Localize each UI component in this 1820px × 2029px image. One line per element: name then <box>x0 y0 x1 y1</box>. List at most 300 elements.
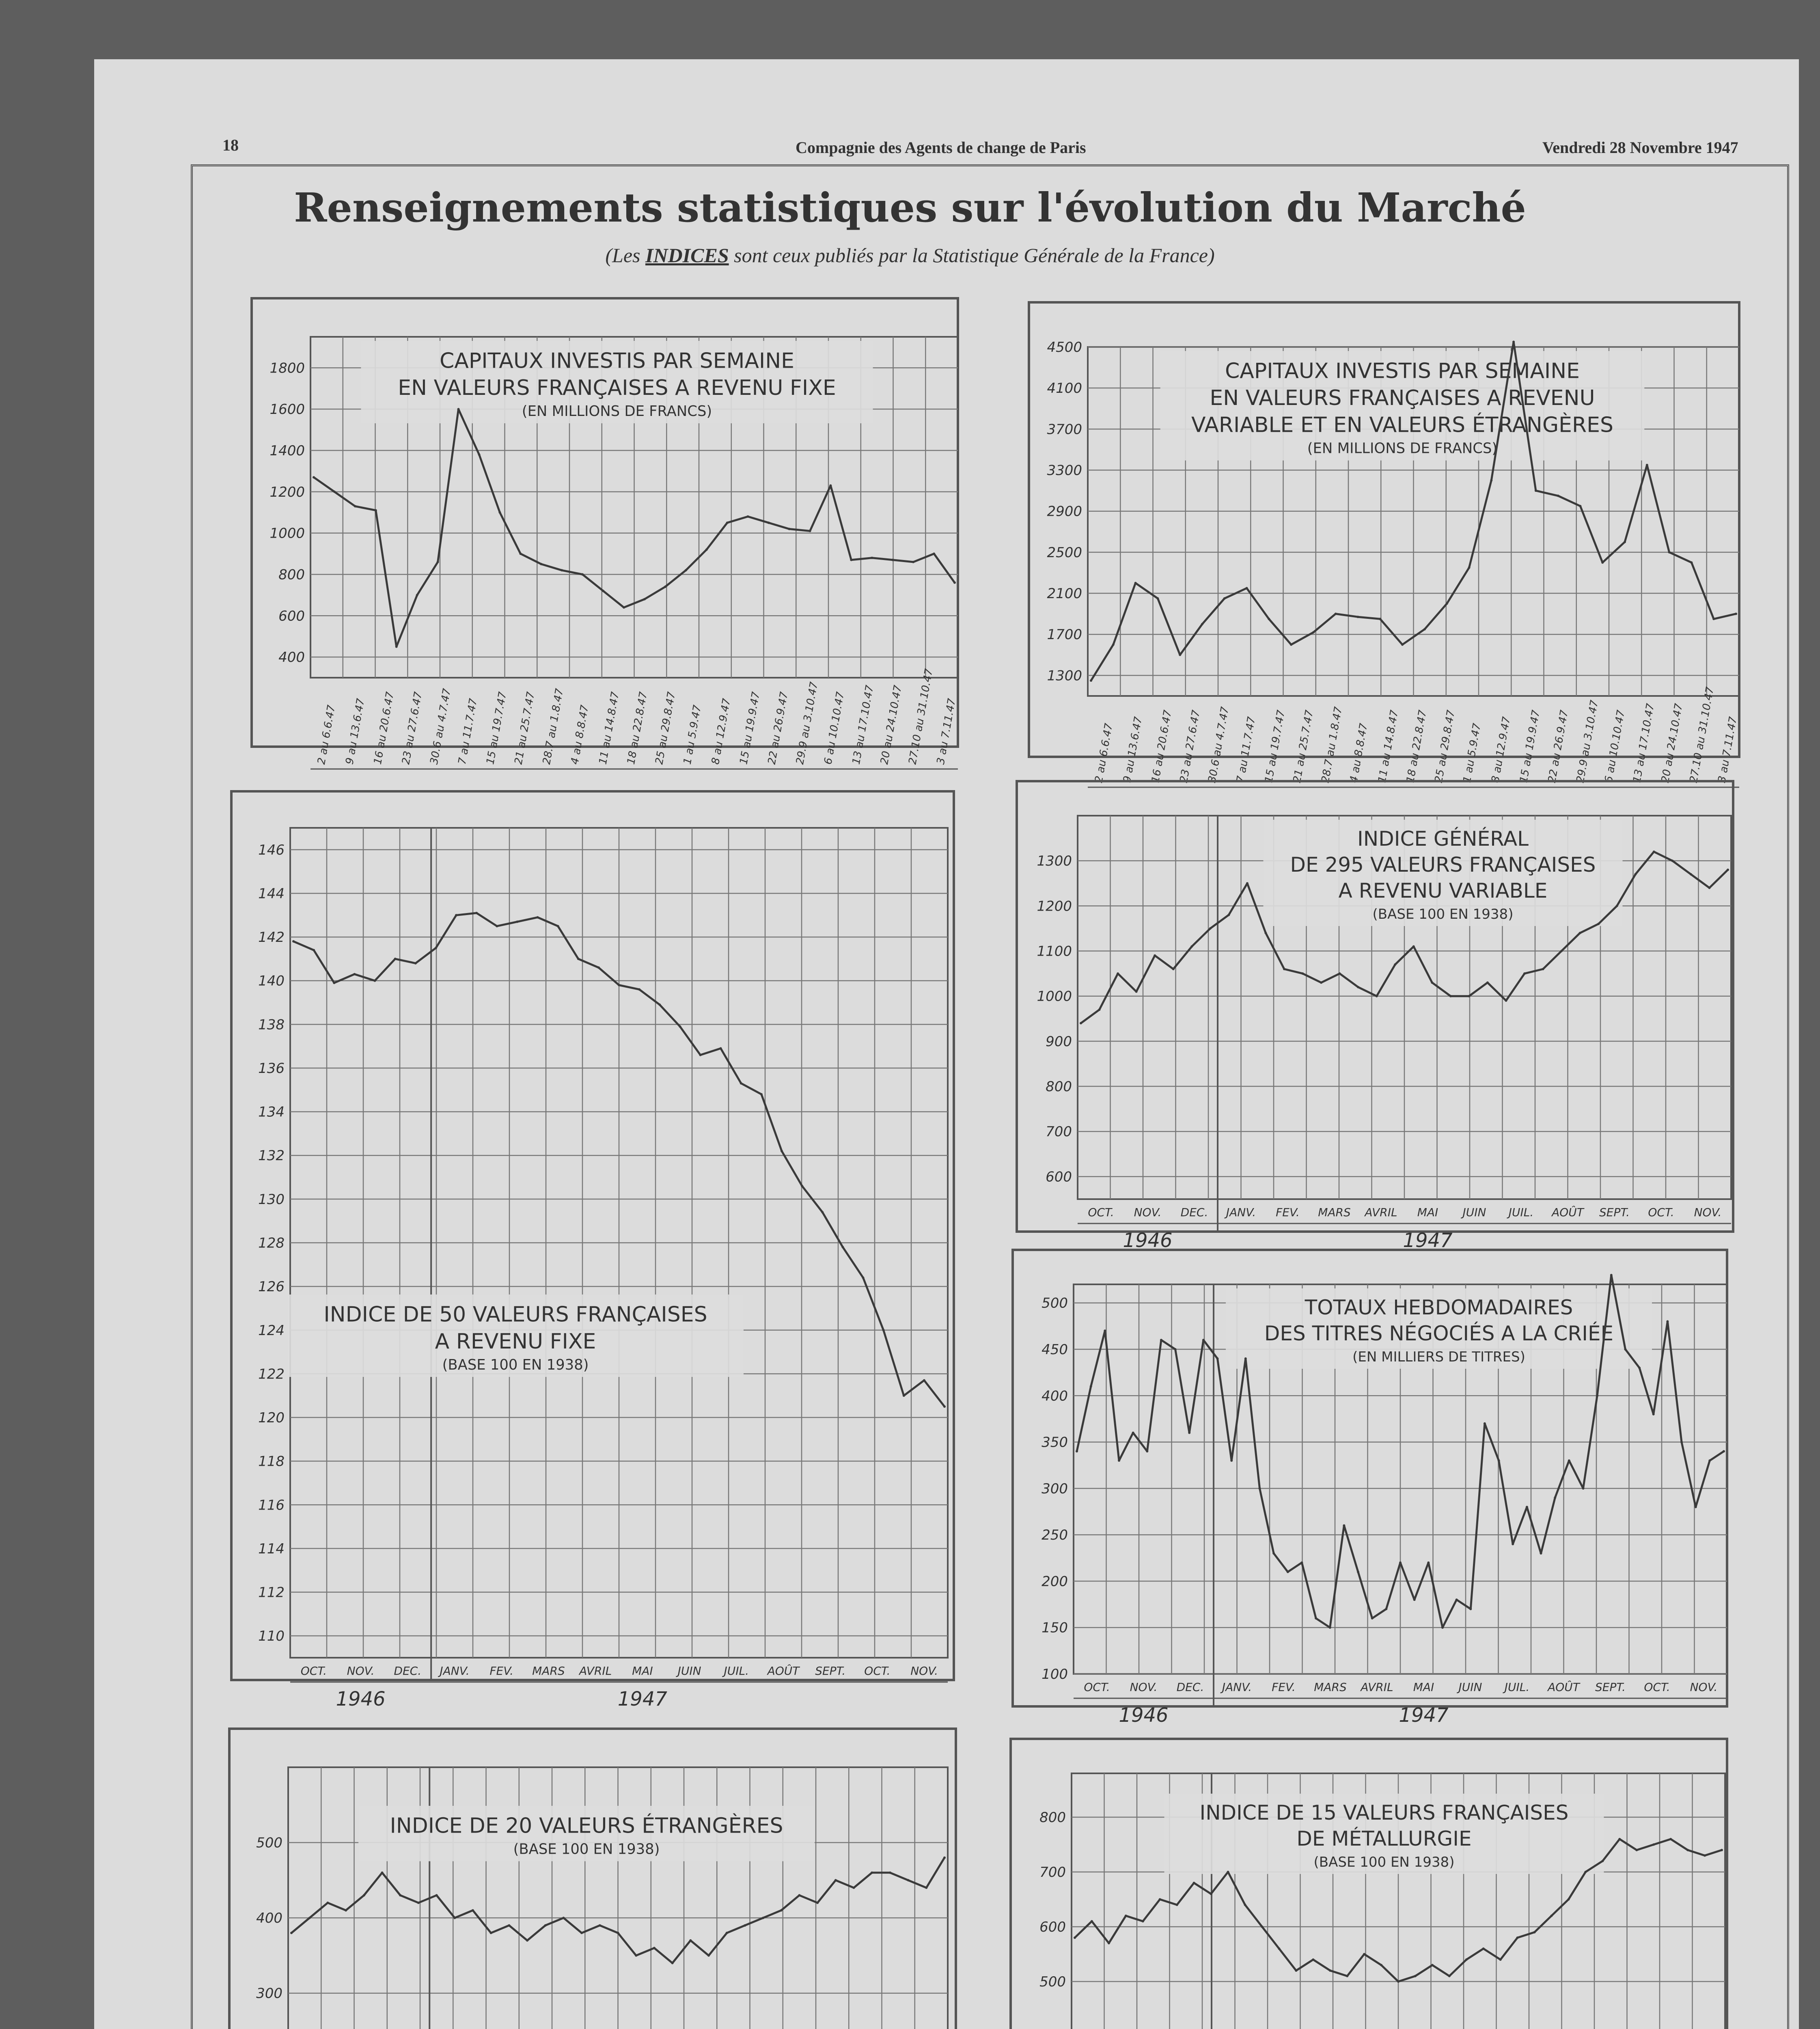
y-tick-label: 100 <box>1042 1666 1068 1682</box>
data-point <box>1346 1975 1348 1977</box>
chart-title-line: VARIABLE ET EN VALEURS ÉTRANGÈRES <box>1191 413 1613 437</box>
data-point <box>744 1924 746 1927</box>
chart-title-line: CAPITAUX INVESTIS PAR SEMAINE <box>1225 359 1580 383</box>
data-point <box>1671 859 1673 862</box>
y-tick-label: 1000 <box>270 525 305 542</box>
data-point <box>544 1924 547 1927</box>
data-point <box>720 1047 722 1050</box>
data-point <box>1533 1931 1536 1934</box>
y-tick-label: 500 <box>256 1835 282 1851</box>
data-point <box>1227 914 1230 916</box>
data-point <box>1582 1487 1585 1490</box>
data-point <box>437 561 439 563</box>
chart-title-line: EN VALEURS FRANÇAISES A REVENU <box>1210 386 1595 411</box>
data-point <box>1680 1441 1683 1443</box>
x-tick-label: 15 au 19.7.47 <box>484 691 509 766</box>
chart-border <box>231 791 954 1680</box>
y-tick-label: 400 <box>256 1910 282 1927</box>
data-point <box>1244 1904 1246 1906</box>
x-tick-label: OCT. <box>1648 1206 1674 1219</box>
data-point <box>1371 1617 1374 1620</box>
data-point <box>457 408 460 410</box>
x-tick-label: JANV. <box>440 1664 470 1678</box>
x-tick-label: 22 au 26.9.47 <box>1546 709 1571 784</box>
data-point <box>602 590 604 592</box>
y-tick-label: 800 <box>1046 1079 1072 1095</box>
data-point <box>1704 1855 1706 1857</box>
data-point <box>326 1902 329 1904</box>
data-point <box>760 1093 763 1096</box>
data-point <box>1652 1413 1655 1415</box>
y-tick-label: 500 <box>1042 1295 1068 1312</box>
x-tick-label: 2 au 6.6.47 <box>1093 722 1115 784</box>
y-tick-label: 1700 <box>1047 627 1082 643</box>
x-tick-label: 16 au 20.6.47 <box>371 691 397 766</box>
chart-title-line: INDICE DE 50 VALEURS FRANÇAISES <box>323 1302 707 1327</box>
year-label: 1947 <box>1403 1229 1453 1252</box>
publication-date: Vendredi 28 Novembre 1947 <box>1542 138 1738 157</box>
x-tick-label: MARS <box>1314 1680 1347 1694</box>
data-point <box>617 1932 619 1934</box>
x-tick-label: 15 au 19.9.47 <box>737 691 763 766</box>
data-point <box>1176 1904 1178 1906</box>
y-tick-label: 2500 <box>1047 544 1082 561</box>
x-tick-label: 27.10 au 31.10.47 <box>906 668 936 766</box>
x-tick-label: JUIL. <box>1508 1206 1534 1219</box>
x-tick-label: AVRIL <box>1361 1680 1393 1694</box>
data-point <box>1108 1942 1110 1945</box>
y-tick-label: 124 <box>258 1322 285 1339</box>
x-tick-label: FEV. <box>1276 1206 1300 1219</box>
publication-name: Compagnie des Agents de change de Paris <box>796 138 1086 157</box>
data-point <box>1579 932 1581 934</box>
data-point <box>1154 954 1156 957</box>
x-tick-label: SEPT. <box>815 1664 846 1678</box>
data-point <box>562 1917 565 1919</box>
data-point <box>943 1405 946 1408</box>
x-tick-label: AOÛT <box>1548 1680 1580 1694</box>
data-point <box>1601 1860 1604 1862</box>
data-point <box>1172 968 1175 970</box>
data-point <box>1156 597 1159 600</box>
data-point <box>381 1872 384 1874</box>
data-point <box>417 1902 420 1904</box>
chart-indice-20-etrangeres <box>229 1729 956 2029</box>
data-point <box>557 925 559 927</box>
x-tick-label: 29.9 au 3.10.47 <box>1574 699 1601 784</box>
data-point <box>1401 644 1404 646</box>
y-tick-label: 800 <box>278 566 305 583</box>
data-point <box>638 988 640 991</box>
data-point <box>821 1211 824 1213</box>
data-point <box>1624 1348 1626 1351</box>
chart-title-line: DE 295 VALEURS FRANÇAISES <box>1290 853 1596 877</box>
x-tick-label: 1 au 5.9.47 <box>1461 722 1484 784</box>
data-point <box>1690 561 1693 564</box>
x-tick-label: 13 au 17.10.47 <box>1631 702 1657 784</box>
y-tick-label: 1200 <box>1037 898 1072 915</box>
data-point <box>540 563 542 565</box>
data-point <box>498 511 501 514</box>
x-tick-label: NOV. <box>347 1664 375 1678</box>
data-point <box>1223 597 1226 600</box>
data-point <box>1646 464 1648 466</box>
x-tick-label: OCT. <box>1084 1680 1110 1694</box>
y-tick-label: 4500 <box>1047 339 1082 355</box>
y-tick-label: 3300 <box>1047 462 1082 479</box>
x-tick-label: 3 au 7.11.47 <box>1716 715 1740 784</box>
x-tick-label: 15 au 19.9.47 <box>1517 709 1543 784</box>
x-tick-label: JUIN <box>1462 1206 1486 1219</box>
data-point <box>1542 968 1544 970</box>
y-tick-label: 132 <box>258 1148 285 1164</box>
data-point <box>537 916 539 919</box>
data-point <box>561 569 563 571</box>
y-tick-label: 1300 <box>1047 668 1082 684</box>
year-label: 1947 <box>1399 1704 1449 1727</box>
x-tick-label: FEV. <box>1272 1680 1296 1694</box>
x-tick-label: MAI <box>632 1664 653 1678</box>
data-point <box>1668 551 1671 554</box>
x-tick-label: OCT. <box>300 1664 327 1678</box>
chart-title-line: INDICE DE 20 VALEURS ÉTRANGÈRES <box>390 1814 783 1838</box>
data-point <box>1112 644 1115 646</box>
y-tick-label: 134 <box>258 1104 285 1120</box>
data-point <box>1465 1958 1468 1961</box>
data-point <box>1264 932 1267 934</box>
x-tick-label: NOV. <box>1130 1680 1158 1694</box>
y-tick-label: 1300 <box>1037 853 1072 870</box>
year-label: 1946 <box>1123 1229 1173 1252</box>
data-point <box>853 1887 855 1889</box>
data-point <box>1376 995 1378 997</box>
x-tick-label: 29.9 au 3.10.47 <box>794 681 821 766</box>
x-tick-label: AOÛT <box>767 1664 800 1678</box>
x-tick-label: 18 au 22.8.47 <box>1404 709 1429 784</box>
data-point <box>850 559 852 561</box>
data-point <box>1188 1432 1190 1434</box>
data-point <box>862 1277 865 1279</box>
data-point <box>768 521 770 524</box>
data-point <box>1490 479 1492 482</box>
data-point <box>1448 1975 1451 1977</box>
data-point <box>1397 1980 1400 1983</box>
data-point <box>798 1894 800 1897</box>
x-tick-label: 21 au 25.7.47 <box>512 691 537 766</box>
data-point <box>780 1909 783 1912</box>
year-label: 1946 <box>336 1688 386 1710</box>
x-tick-label: 11 au 14.8.47 <box>597 691 622 766</box>
data-point <box>1190 945 1193 948</box>
chart-border <box>1011 1739 1727 2029</box>
data-point <box>707 1954 710 1957</box>
data-point <box>1074 1936 1076 1939</box>
data-point <box>416 594 418 596</box>
data-point <box>1498 1459 1500 1462</box>
y-tick-label: 146 <box>258 842 285 858</box>
chart-indice-50-revenu-fixe <box>231 791 954 1710</box>
data-point <box>1179 654 1181 656</box>
data-point <box>1708 887 1711 889</box>
data-point <box>1554 1497 1556 1499</box>
data-point <box>829 485 832 487</box>
data-point <box>671 1962 674 1964</box>
chart-subtitle: (BASE 100 EN 1938) <box>1372 906 1514 922</box>
data-point <box>1512 1543 1514 1545</box>
y-tick-label: 1200 <box>270 484 305 500</box>
chart-title-line: EN VALEURS FRANÇAISES A REVENU FIXE <box>398 376 836 401</box>
chart-title-line: A REVENU FIXE <box>435 1329 596 1354</box>
y-tick-label: 1400 <box>270 443 305 459</box>
chart-subtitle: (BASE 100 EN 1938) <box>442 1357 589 1374</box>
x-tick-label: 4 au 8.8.47 <box>569 704 591 766</box>
data-point <box>1300 1562 1303 1564</box>
y-tick-label: 600 <box>278 608 305 625</box>
x-tick-label: OCT. <box>864 1664 891 1678</box>
x-tick-label: JUIN <box>677 1664 701 1678</box>
data-point <box>1523 972 1526 975</box>
data-point <box>1268 618 1270 620</box>
y-tick-label: 136 <box>258 1060 285 1077</box>
data-point <box>1505 999 1507 1002</box>
chart-indice-15-metallurgie <box>1011 1739 1727 2029</box>
data-point <box>1290 644 1292 646</box>
data-point <box>1427 1562 1430 1564</box>
data-point <box>1329 1626 1331 1629</box>
data-point <box>1526 1506 1528 1508</box>
data-point <box>699 1054 702 1056</box>
data-point <box>1412 945 1415 948</box>
data-point <box>1357 616 1359 618</box>
data-point <box>414 962 417 965</box>
x-tick-label: 30.6 au 4.7.47 <box>1206 706 1231 784</box>
data-point <box>1315 1617 1317 1620</box>
data-point <box>1076 1450 1078 1452</box>
y-tick-label: 200 <box>1042 1573 1068 1590</box>
data-point <box>475 912 478 914</box>
data-point <box>374 980 376 982</box>
chart-title-line: CAPITAUX INVESTIS PAR SEMAINE <box>439 349 795 373</box>
data-point <box>508 1924 510 1927</box>
y-tick-label: 120 <box>258 1410 285 1426</box>
x-tick-label: JANV. <box>1226 1206 1256 1219</box>
data-point <box>953 582 956 584</box>
data-point <box>685 569 687 571</box>
y-tick-label: 144 <box>258 885 285 902</box>
data-point <box>1610 1274 1613 1276</box>
data-point <box>1117 972 1119 975</box>
data-point <box>1616 905 1618 907</box>
data-point <box>643 598 646 601</box>
year-label: 1947 <box>617 1688 667 1710</box>
subtitle-emphasis: INDICES <box>645 244 729 267</box>
data-point <box>1618 1838 1621 1840</box>
data-point <box>1287 1571 1289 1573</box>
data-point <box>292 940 295 943</box>
data-point <box>1244 1357 1247 1360</box>
x-tick-label: MAI <box>1417 1206 1438 1219</box>
x-tick-label: 21 au 25.7.47 <box>1291 709 1316 784</box>
x-tick-label: AOÛT <box>1552 1206 1584 1219</box>
data-point <box>313 949 315 951</box>
data-point <box>353 973 356 976</box>
data-point <box>1379 618 1381 620</box>
data-point <box>1160 1339 1162 1341</box>
x-tick-label: 30.6 au 4.7.47 <box>428 687 453 766</box>
chart-indice-general-295 <box>1017 781 1733 1252</box>
y-tick-label: 122 <box>258 1366 285 1383</box>
data-point <box>889 1872 891 1874</box>
data-point <box>835 1879 837 1881</box>
data-point <box>1357 1571 1359 1573</box>
chart-subtitle: (EN MILLIERS DE TITRES) <box>1352 1349 1525 1365</box>
data-point <box>453 1917 456 1919</box>
data-point <box>1446 602 1448 605</box>
data-point <box>1302 972 1304 975</box>
data-point <box>1723 1450 1725 1452</box>
data-point <box>1431 1964 1434 1967</box>
y-tick-label: 1000 <box>1037 988 1072 1005</box>
data-point <box>308 1917 311 1919</box>
chart-title-line: DES TITRES NÉGOCIÉS A LA CRIÉE <box>1264 1322 1614 1345</box>
y-tick-label: 500 <box>1039 1974 1066 1990</box>
data-point <box>478 453 481 456</box>
data-point <box>526 1939 528 1942</box>
x-tick-label: NOV. <box>910 1664 938 1678</box>
data-point <box>345 1909 347 1912</box>
data-point <box>1380 1964 1382 1967</box>
data-point <box>1329 1969 1331 1972</box>
data-point <box>882 1329 885 1331</box>
x-tick-label: 6 au 10.10.47 <box>1602 709 1628 784</box>
data-point <box>1596 1394 1598 1397</box>
data-point <box>1385 1608 1387 1610</box>
data-point <box>1512 340 1515 343</box>
data-point <box>726 1932 728 1934</box>
y-tick-label: 800 <box>1039 1809 1066 1826</box>
data-point <box>455 914 457 916</box>
data-point <box>1414 1975 1417 1977</box>
data-point <box>1468 566 1471 569</box>
x-tick-label: OCT. <box>1644 1680 1670 1694</box>
data-point <box>496 925 498 927</box>
data-point <box>871 557 873 559</box>
data-point <box>788 528 791 530</box>
data-point <box>1125 1915 1127 1917</box>
x-tick-label: MARS <box>532 1664 565 1678</box>
x-tick-label: 9 au 13.6.47 <box>1121 715 1145 784</box>
data-point <box>871 1872 873 1874</box>
x-tick-label: AVRIL <box>579 1664 612 1678</box>
data-point <box>1339 972 1341 975</box>
data-point <box>1146 1450 1148 1452</box>
data-point <box>1227 1871 1229 1873</box>
y-tick-label: 112 <box>258 1584 285 1601</box>
x-tick-label: JUIL. <box>1504 1680 1530 1694</box>
data-point <box>1468 995 1470 997</box>
data-point <box>933 553 935 555</box>
y-tick-label: 2100 <box>1047 586 1082 602</box>
data-point <box>1653 851 1655 853</box>
data-point <box>1624 541 1626 543</box>
x-tick-label: 15 au 19.7.47 <box>1262 709 1287 784</box>
data-point <box>891 559 894 561</box>
x-tick-label: FEV. <box>490 1664 514 1678</box>
y-tick-label: 1600 <box>270 401 305 418</box>
data-point <box>1579 505 1581 507</box>
data-point <box>1695 1506 1697 1508</box>
data-point <box>1272 1552 1275 1555</box>
data-point <box>740 1082 742 1085</box>
chart-title-line: DE MÉTALLURGIE <box>1296 1827 1472 1850</box>
x-tick-label: AVRIL <box>1365 1206 1397 1219</box>
x-tick-label: 3 au 7.11.47 <box>934 697 958 766</box>
data-point <box>726 521 729 524</box>
data-point <box>394 958 397 960</box>
data-point <box>1584 1871 1587 1873</box>
x-tick-label: 18 au 22.8.47 <box>625 691 650 766</box>
data-point <box>1413 1598 1416 1601</box>
data-point <box>375 509 377 512</box>
data-point <box>1712 618 1715 620</box>
subtitle-after: sont ceux publiés par la Statistique Générale de la France) <box>729 244 1215 267</box>
x-tick-label: JUIN <box>1458 1680 1482 1694</box>
data-point <box>809 530 811 532</box>
data-point <box>1399 1562 1402 1564</box>
data-point <box>1597 923 1600 925</box>
y-tick-label: 138 <box>258 1017 285 1033</box>
data-point <box>1091 1920 1093 1923</box>
data-point <box>597 966 600 969</box>
chart-subtitle: (EN MILLIONS DE FRANCS) <box>522 403 712 420</box>
chart-title-line: INDICE DE 15 VALEURS FRANÇAISES <box>1199 1801 1569 1824</box>
data-point <box>516 920 518 923</box>
data-point <box>925 1887 927 1889</box>
data-point <box>1568 1898 1570 1901</box>
data-point <box>1456 1598 1458 1601</box>
data-point <box>1568 1459 1570 1462</box>
data-point <box>1666 1320 1669 1323</box>
x-tick-label: 20 au 24.10.47 <box>1659 702 1685 784</box>
data-point <box>354 505 356 508</box>
data-point <box>1202 1339 1205 1341</box>
y-tick-label: 600 <box>1046 1169 1072 1185</box>
data-point <box>1431 981 1433 984</box>
data-point <box>747 515 749 518</box>
data-point <box>658 1004 661 1006</box>
data-point <box>689 1939 692 1942</box>
data-point <box>1686 1849 1689 1851</box>
data-point <box>290 1932 293 1934</box>
data-point <box>664 586 666 588</box>
y-tick-label: 900 <box>1046 1033 1072 1050</box>
data-point <box>816 1902 819 1904</box>
data-point <box>1394 963 1396 966</box>
x-tick-label: DEC. <box>1180 1206 1208 1219</box>
data-point <box>1560 950 1563 952</box>
y-tick-label: 4100 <box>1047 380 1082 397</box>
data-point <box>1652 1844 1655 1846</box>
y-tick-label: 1100 <box>1037 943 1072 960</box>
data-point <box>1259 1487 1261 1490</box>
y-tick-label: 126 <box>258 1279 285 1295</box>
x-tick-label: 27.10 au 31.10.47 <box>1687 686 1716 784</box>
data-point <box>1104 1329 1106 1332</box>
data-point <box>1486 981 1489 984</box>
data-point <box>1690 873 1692 876</box>
data-point <box>1090 1385 1092 1387</box>
data-point <box>1721 1849 1723 1851</box>
